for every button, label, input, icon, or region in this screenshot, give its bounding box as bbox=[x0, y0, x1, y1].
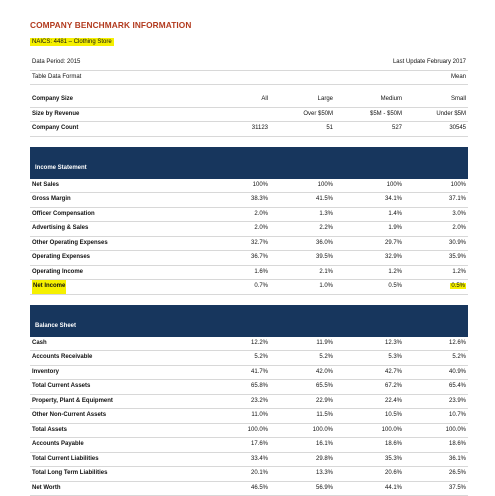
cell-value bbox=[386, 351, 466, 365]
row-label: Total Current Assets bbox=[32, 380, 90, 394]
benchmark-report bbox=[30, 20, 468, 496]
cell-text: 46.5% bbox=[251, 485, 268, 491]
cell-value bbox=[386, 395, 466, 409]
row-label: Officer Compensation bbox=[32, 208, 95, 222]
cell-value bbox=[253, 482, 333, 496]
table-row bbox=[30, 222, 468, 237]
row-label: Accounts Receivable bbox=[32, 351, 92, 365]
cell-value bbox=[253, 251, 333, 265]
cell-value bbox=[386, 179, 466, 193]
cell-text: 51 bbox=[326, 125, 333, 131]
cell-text: 20.1% bbox=[251, 470, 268, 476]
cell-text: 36.7% bbox=[251, 254, 268, 260]
cell-text: 0.5% bbox=[388, 283, 402, 289]
row-label: Advertising & Sales bbox=[32, 222, 88, 236]
table-row bbox=[30, 438, 468, 453]
cell-text: 5.2% bbox=[319, 354, 333, 360]
table-row bbox=[30, 122, 468, 137]
row-label: Total Current Liabilities bbox=[32, 453, 99, 467]
table-format-value: Mean bbox=[451, 71, 466, 85]
cell-text: 30545 bbox=[449, 125, 466, 131]
row-label: Cash bbox=[32, 337, 47, 351]
cell-value bbox=[253, 266, 333, 280]
cell-text: 30.9% bbox=[449, 240, 466, 246]
row-label: Net Sales bbox=[32, 179, 59, 193]
cell-text: 35.9% bbox=[449, 254, 466, 260]
table-row bbox=[30, 467, 468, 482]
cell-text: 29.7% bbox=[385, 240, 402, 246]
cell-text: 2.0% bbox=[254, 225, 268, 231]
cell-text: 38.3% bbox=[251, 196, 268, 202]
cell-text: 100.0% bbox=[313, 427, 333, 433]
cell-text: 100% bbox=[451, 182, 466, 188]
cell-text: 32.7% bbox=[251, 240, 268, 246]
cell-value bbox=[386, 108, 466, 122]
cell-value bbox=[386, 482, 466, 496]
table-row bbox=[30, 179, 468, 194]
cell-value bbox=[386, 93, 466, 107]
cell-text: 20.6% bbox=[385, 470, 402, 476]
cell-text: 34.1% bbox=[385, 196, 402, 202]
balance-sheet-table bbox=[30, 337, 468, 496]
cell-text: 23.2% bbox=[251, 398, 268, 404]
income-statement-table bbox=[30, 179, 468, 295]
cell-text: 65.4% bbox=[449, 383, 466, 389]
cell-text: 1.4% bbox=[388, 211, 402, 217]
cell-text: Large bbox=[318, 96, 333, 102]
cell-text: 12.3% bbox=[385, 340, 402, 346]
cell-text: 22.4% bbox=[385, 398, 402, 404]
row-label: Company Size bbox=[32, 93, 73, 107]
row-label: Operating Expenses bbox=[32, 251, 90, 265]
cell-text: 1.3% bbox=[319, 211, 333, 217]
cell-text: 100% bbox=[318, 182, 333, 188]
cell-text: 56.9% bbox=[316, 485, 333, 491]
cell-value bbox=[253, 193, 333, 207]
cell-text: 16.1% bbox=[316, 441, 333, 447]
row-label: Company Count bbox=[32, 122, 78, 136]
table-row bbox=[30, 251, 468, 266]
cell-text: 0.5% bbox=[450, 283, 466, 289]
cell-text: 41.5% bbox=[316, 196, 333, 202]
cell-text: All bbox=[261, 96, 268, 102]
row-label: Total Long Term Liabilities bbox=[32, 467, 107, 481]
table-row bbox=[30, 351, 468, 366]
cell-text: 37.1% bbox=[449, 196, 466, 202]
cell-text: 12.2% bbox=[251, 340, 268, 346]
row-label: Inventory bbox=[32, 366, 59, 380]
cell-value bbox=[253, 467, 333, 481]
cell-text: 11.5% bbox=[316, 412, 333, 418]
cell-value bbox=[253, 453, 333, 467]
cell-text: 1.6% bbox=[254, 269, 268, 275]
cell-value bbox=[386, 409, 466, 423]
cell-text: 2.2% bbox=[319, 225, 333, 231]
cell-text: 65.8% bbox=[251, 383, 268, 389]
income-statement-header bbox=[30, 147, 468, 179]
cell-value bbox=[386, 222, 466, 236]
table-row bbox=[30, 108, 468, 123]
cell-text: 11.0% bbox=[251, 412, 268, 418]
table-row bbox=[30, 380, 468, 395]
cell-value bbox=[386, 280, 466, 294]
cell-text: 44.1% bbox=[385, 485, 402, 491]
cell-text: 100% bbox=[387, 182, 402, 188]
cell-value bbox=[253, 409, 333, 423]
cell-text: 100.0% bbox=[446, 427, 466, 433]
table-row bbox=[30, 366, 468, 381]
cell-value bbox=[253, 280, 333, 294]
income-statement-heading: Income Statement bbox=[35, 165, 87, 171]
cell-text: 32.9% bbox=[385, 254, 402, 260]
cell-value bbox=[253, 351, 333, 365]
cell-text: 13.3% bbox=[316, 470, 333, 476]
cell-text: 36.1% bbox=[449, 456, 466, 462]
company-table bbox=[30, 93, 468, 137]
cell-value bbox=[253, 337, 333, 351]
cell-text: Medium bbox=[381, 96, 402, 102]
cell-value bbox=[386, 337, 466, 351]
cell-text: 5.2% bbox=[254, 354, 268, 360]
row-label: Net Income bbox=[32, 280, 66, 294]
cell-text: 41.7% bbox=[251, 369, 268, 375]
cell-text: 18.6% bbox=[449, 441, 466, 447]
table-row bbox=[30, 424, 468, 439]
cell-text: 33.4% bbox=[251, 456, 268, 462]
cell-value bbox=[386, 424, 466, 438]
cell-text: 1.0% bbox=[319, 283, 333, 289]
cell-value bbox=[253, 380, 333, 394]
table-row bbox=[30, 237, 468, 252]
table-row bbox=[30, 208, 468, 223]
cell-value bbox=[253, 424, 333, 438]
cell-value bbox=[386, 453, 466, 467]
balance-sheet-heading: Balance Sheet bbox=[35, 323, 76, 329]
row-label: Other Non-Current Assets bbox=[32, 409, 106, 423]
cell-value bbox=[386, 380, 466, 394]
data-period-label: Data Period: 2015 bbox=[32, 56, 80, 70]
cell-text: 100% bbox=[253, 182, 268, 188]
cell-text: 39.5% bbox=[316, 254, 333, 260]
cell-value bbox=[386, 366, 466, 380]
cell-text: 17.6% bbox=[251, 441, 268, 447]
cell-text: 22.9% bbox=[316, 398, 333, 404]
table-row bbox=[30, 482, 468, 496]
cell-text: 2.0% bbox=[452, 225, 466, 231]
cell-text: 36.0% bbox=[316, 240, 333, 246]
cell-text: 3.0% bbox=[452, 211, 466, 217]
cell-text: 40.9% bbox=[449, 369, 466, 375]
cell-value bbox=[253, 366, 333, 380]
table-format-label: Table Data Format bbox=[32, 71, 81, 85]
row-label: Total Assets bbox=[32, 424, 67, 438]
row-label: Other Operating Expenses bbox=[32, 237, 108, 251]
row-label: Accounts Payable bbox=[32, 438, 84, 452]
cell-value bbox=[253, 122, 333, 136]
cell-value bbox=[253, 395, 333, 409]
cell-text: 42.7% bbox=[385, 369, 402, 375]
cell-value bbox=[253, 237, 333, 251]
cell-text: 12.6% bbox=[449, 340, 466, 346]
table-row bbox=[30, 266, 468, 281]
cell-text: $5M - $50M bbox=[370, 111, 402, 117]
row-label: Gross Margin bbox=[32, 193, 71, 207]
data-period-row bbox=[30, 56, 468, 71]
cell-text: Under $5M bbox=[436, 111, 466, 117]
cell-value bbox=[253, 179, 333, 193]
cell-text: 1.9% bbox=[388, 225, 402, 231]
table-row bbox=[30, 93, 468, 108]
cell-value bbox=[386, 237, 466, 251]
cell-text: 26.5% bbox=[449, 470, 466, 476]
cell-text: Over $50M bbox=[303, 111, 333, 117]
cell-text: 67.2% bbox=[385, 383, 402, 389]
cell-text: Small bbox=[451, 96, 466, 102]
cell-text: 5.2% bbox=[452, 354, 466, 360]
cell-text: 11.9% bbox=[316, 340, 333, 346]
row-label: Net Worth bbox=[32, 482, 61, 496]
cell-text: 10.7% bbox=[449, 412, 466, 418]
naics-code: NAICS: 4481 – Clothing Store bbox=[30, 38, 114, 46]
cell-value bbox=[386, 467, 466, 481]
cell-text: 100.0% bbox=[248, 427, 268, 433]
cell-value bbox=[253, 93, 333, 107]
report-title: COMPANY BENCHMARK INFORMATION bbox=[30, 20, 468, 30]
cell-text: 2.1% bbox=[319, 269, 333, 275]
cell-text: 23.9% bbox=[449, 398, 466, 404]
cell-text: 10.5% bbox=[385, 412, 402, 418]
cell-value bbox=[386, 438, 466, 452]
table-row bbox=[30, 395, 468, 410]
cell-value bbox=[253, 438, 333, 452]
table-row bbox=[30, 280, 468, 295]
cell-value bbox=[386, 251, 466, 265]
row-label: Operating Income bbox=[32, 266, 83, 280]
cell-value bbox=[386, 208, 466, 222]
cell-text: 5.3% bbox=[388, 354, 402, 360]
table-row bbox=[30, 193, 468, 208]
cell-text: 35.3% bbox=[385, 456, 402, 462]
cell-text: 29.8% bbox=[316, 456, 333, 462]
table-row bbox=[30, 453, 468, 468]
cell-text: 527 bbox=[392, 125, 402, 131]
table-row bbox=[30, 337, 468, 352]
balance-sheet-header bbox=[30, 305, 468, 337]
cell-text: 1.2% bbox=[388, 269, 402, 275]
cell-value bbox=[386, 193, 466, 207]
row-label: Size by Revenue bbox=[32, 108, 79, 122]
cell-text: 37.5% bbox=[449, 485, 466, 491]
table-format-row bbox=[30, 71, 468, 86]
cell-text: 31123 bbox=[252, 125, 268, 131]
table-row bbox=[30, 409, 468, 424]
cell-text: 18.6% bbox=[385, 441, 402, 447]
cell-value bbox=[253, 222, 333, 236]
cell-text: 65.5% bbox=[316, 383, 333, 389]
cell-text: 1.2% bbox=[452, 269, 466, 275]
cell-value bbox=[253, 208, 333, 222]
row-label: Property, Plant & Equipment bbox=[32, 395, 113, 409]
cell-value bbox=[253, 108, 333, 122]
cell-text: 0.7% bbox=[254, 283, 268, 289]
cell-text: 100.0% bbox=[382, 427, 402, 433]
cell-text: 2.0% bbox=[254, 211, 268, 217]
cell-text: 42.0% bbox=[316, 369, 333, 375]
last-update: Last Update February 2017 bbox=[393, 56, 466, 70]
cell-value bbox=[386, 122, 466, 136]
cell-value bbox=[386, 266, 466, 280]
